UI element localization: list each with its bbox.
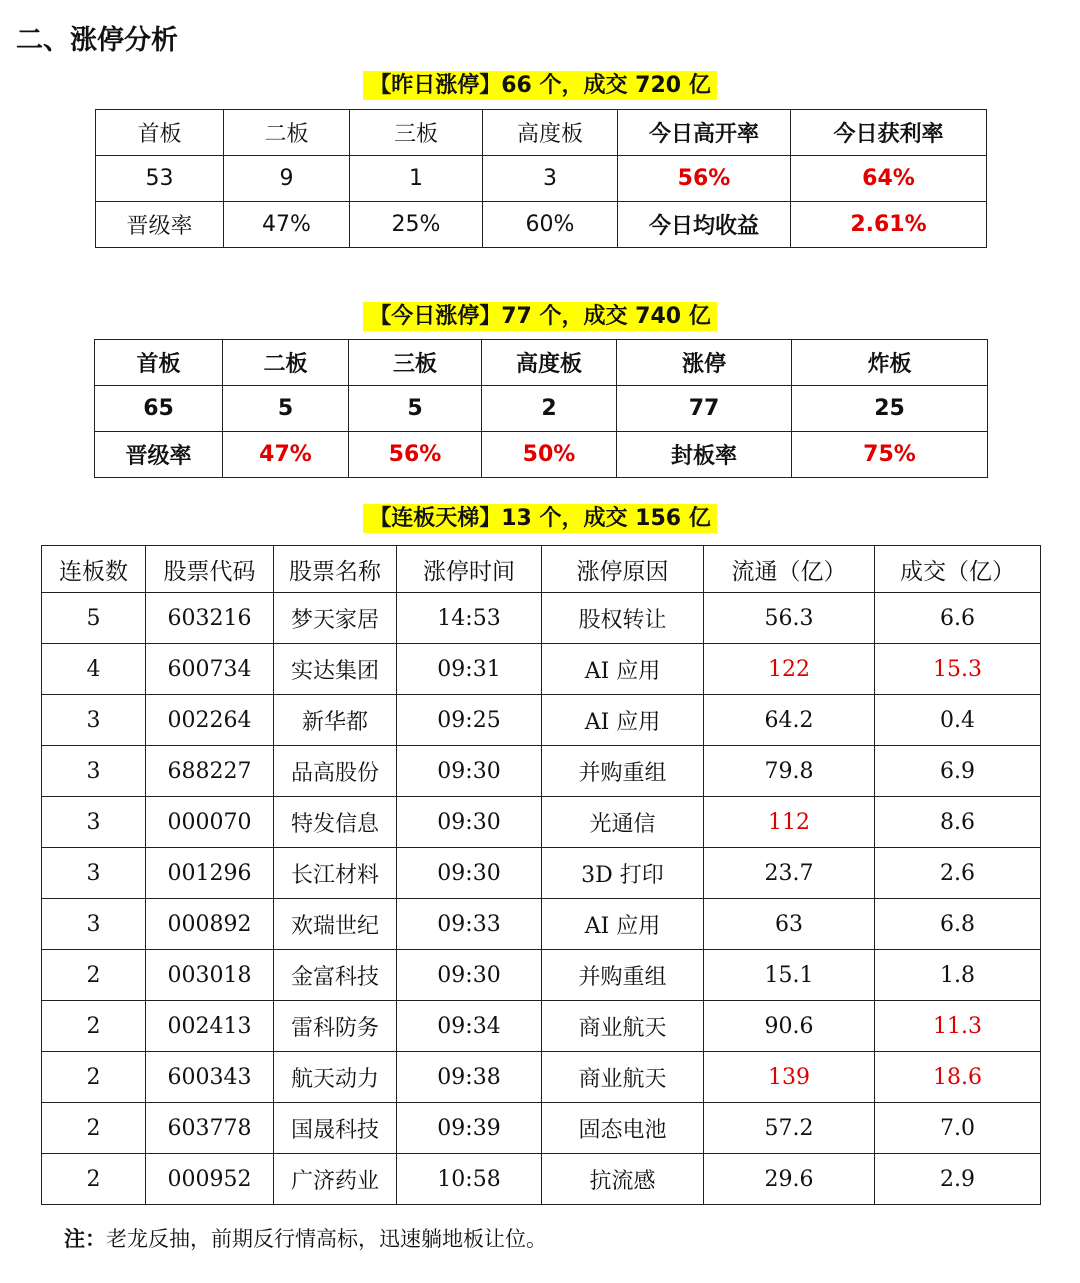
table-cell: 抗流感 (542, 1154, 704, 1205)
table-cell: 今日获利率 (791, 110, 987, 156)
table-cell: 广济药业 (274, 1154, 397, 1205)
table-cell: 09:39 (397, 1103, 542, 1154)
table-cell: 涨停原因 (542, 546, 704, 593)
table-cell: 2 (42, 1001, 146, 1052)
table-cell: 品高股份 (274, 746, 397, 797)
table-cell: 09:30 (397, 797, 542, 848)
table-cell: 11.3 (875, 1001, 1041, 1052)
table-cell: 29.6 (704, 1154, 875, 1205)
table-cell: 二板 (223, 340, 349, 386)
table-cell: 000892 (146, 899, 274, 950)
table-cell: 6.8 (875, 899, 1041, 950)
table-cell: 3 (42, 848, 146, 899)
table-row (95, 432, 988, 478)
table-cell: 航天动力 (274, 1052, 397, 1103)
table-cell: 5 (349, 386, 482, 432)
table-cell: 64% (791, 156, 987, 202)
table-cell: 高度板 (482, 340, 617, 386)
table-cell: 003018 (146, 950, 274, 1001)
table-cell: 09:30 (397, 746, 542, 797)
table-cell: 固态电池 (542, 1103, 704, 1154)
table-cell: 晋级率 (96, 202, 224, 248)
table-cell: 09:25 (397, 695, 542, 746)
table-row (42, 1154, 1041, 1205)
table-cell: 长江材料 (274, 848, 397, 899)
yesterday-banner (0, 68, 1080, 99)
table-cell: 股票代码 (146, 546, 274, 593)
table-cell: 3D 打印 (542, 848, 704, 899)
table-cell: 并购重组 (542, 950, 704, 1001)
table-cell: 实达集团 (274, 644, 397, 695)
table-cell: 光通信 (542, 797, 704, 848)
table-cell: 75% (792, 432, 988, 478)
table-cell: 3 (42, 695, 146, 746)
table-cell: 47% (223, 432, 349, 478)
table-cell: 09:30 (397, 848, 542, 899)
table-cell: 8.6 (875, 797, 1041, 848)
table-cell: 90.6 (704, 1001, 875, 1052)
table-cell: 50% (482, 432, 617, 478)
table-cell: 1.8 (875, 950, 1041, 1001)
table-cell: 晋级率 (95, 432, 223, 478)
table-row (42, 695, 1041, 746)
today-banner-text: 【今日涨停】77 个，成交 740 亿 (363, 302, 717, 331)
table-cell: 603216 (146, 593, 274, 644)
table-cell: 603778 (146, 1103, 274, 1154)
table-cell: 139 (704, 1052, 875, 1103)
footnote (64, 1223, 547, 1253)
table-cell: 雷科防务 (274, 1001, 397, 1052)
table-cell: 首板 (95, 340, 223, 386)
table-cell: 连板数 (42, 546, 146, 593)
table-cell: 9 (224, 156, 350, 202)
table-cell: 梦天家居 (274, 593, 397, 644)
table-cell: 今日高开率 (618, 110, 791, 156)
today-header-row (95, 340, 988, 386)
table-cell: 涨停 (617, 340, 792, 386)
table-cell: 6.6 (875, 593, 1041, 644)
table-cell: 56.3 (704, 593, 875, 644)
table-cell: 122 (704, 644, 875, 695)
table-cell: 4 (42, 644, 146, 695)
table-cell: 000952 (146, 1154, 274, 1205)
table-cell: 09:38 (397, 1052, 542, 1103)
table-cell: 000070 (146, 797, 274, 848)
table-cell: 二板 (224, 110, 350, 156)
table-cell: 14:53 (397, 593, 542, 644)
table-cell: 三板 (349, 340, 482, 386)
footnote-label: 注： (64, 1227, 106, 1251)
ladder-header-row (42, 546, 1041, 593)
table-cell: 6.9 (875, 746, 1041, 797)
table-cell: 2 (42, 1154, 146, 1205)
table-cell: 09:34 (397, 1001, 542, 1052)
table-cell: 5 (223, 386, 349, 432)
table-cell: 63 (704, 899, 875, 950)
table-cell: 今日均收益 (618, 202, 791, 248)
table-cell: 25 (792, 386, 988, 432)
table-row (96, 202, 987, 248)
table-cell: AI 应用 (542, 695, 704, 746)
table-cell: 首板 (96, 110, 224, 156)
table-cell: 600343 (146, 1052, 274, 1103)
table-cell: 77 (617, 386, 792, 432)
table-cell: 2.6 (875, 848, 1041, 899)
table-row (95, 386, 988, 432)
table-cell: 1 (350, 156, 483, 202)
table-cell: 3 (483, 156, 618, 202)
table-cell: 002413 (146, 1001, 274, 1052)
table-cell: 10:58 (397, 1154, 542, 1205)
table-row (42, 1103, 1041, 1154)
table-cell: 成交（亿） (875, 546, 1041, 593)
table-cell: 股票名称 (274, 546, 397, 593)
table-row (42, 644, 1041, 695)
section-title: 二、涨停分析 (16, 25, 178, 56)
table-cell: 09:33 (397, 899, 542, 950)
yesterday-header-row (96, 110, 987, 156)
table-cell: 7.0 (875, 1103, 1041, 1154)
table-cell: 2 (42, 1052, 146, 1103)
table-cell: 新华都 (274, 695, 397, 746)
table-cell: AI 应用 (542, 644, 704, 695)
table-cell: 23.7 (704, 848, 875, 899)
ladder-banner-text: 【连板天梯】13 个，成交 156 亿 (363, 504, 717, 533)
table-cell: 600734 (146, 644, 274, 695)
table-cell: 2.9 (875, 1154, 1041, 1205)
table-cell: 15.1 (704, 950, 875, 1001)
table-row (42, 1052, 1041, 1103)
table-cell: 5 (42, 593, 146, 644)
table-cell: 18.6 (875, 1052, 1041, 1103)
table-cell: 流通（亿） (704, 546, 875, 593)
today-table (94, 339, 988, 478)
table-cell: 001296 (146, 848, 274, 899)
table-cell: 涨停时间 (397, 546, 542, 593)
table-cell: 56% (618, 156, 791, 202)
table-cell: 112 (704, 797, 875, 848)
table-row (42, 848, 1041, 899)
table-cell: 国晟科技 (274, 1103, 397, 1154)
table-cell: 79.8 (704, 746, 875, 797)
table-cell: 炸板 (792, 340, 988, 386)
table-cell: 64.2 (704, 695, 875, 746)
table-cell: 09:30 (397, 950, 542, 1001)
today-banner (0, 299, 1080, 330)
table-row (96, 156, 987, 202)
table-cell: 三板 (350, 110, 483, 156)
table-cell: 0.4 (875, 695, 1041, 746)
table-cell: 欢瑞世纪 (274, 899, 397, 950)
table-cell: 688227 (146, 746, 274, 797)
table-row (42, 797, 1041, 848)
yesterday-table (95, 109, 987, 248)
table-row (42, 950, 1041, 1001)
table-cell: 3 (42, 797, 146, 848)
table-cell: 56% (349, 432, 482, 478)
table-cell: 57.2 (704, 1103, 875, 1154)
table-cell: 股权转让 (542, 593, 704, 644)
table-cell: 商业航天 (542, 1052, 704, 1103)
table-cell: 高度板 (483, 110, 618, 156)
table-cell: 特发信息 (274, 797, 397, 848)
table-cell: 3 (42, 899, 146, 950)
table-row (42, 746, 1041, 797)
table-cell: 并购重组 (542, 746, 704, 797)
table-cell: 2.61% (791, 202, 987, 248)
table-cell: 3 (42, 746, 146, 797)
table-cell: 65 (95, 386, 223, 432)
table-cell: 封板率 (617, 432, 792, 478)
table-cell: 2 (42, 950, 146, 1001)
table-cell: AI 应用 (542, 899, 704, 950)
table-cell: 2 (42, 1103, 146, 1154)
table-cell: 2 (482, 386, 617, 432)
table-cell: 47% (224, 202, 350, 248)
table-cell: 002264 (146, 695, 274, 746)
footnote-text: 老龙反抽，前期反行情高标，迅速躺地板让位。 (106, 1227, 547, 1251)
table-row (42, 1001, 1041, 1052)
table-row (42, 593, 1041, 644)
table-cell: 25% (350, 202, 483, 248)
table-row (42, 899, 1041, 950)
table-cell: 金富科技 (274, 950, 397, 1001)
table-cell: 60% (483, 202, 618, 248)
ladder-table (41, 545, 1041, 1205)
table-cell: 商业航天 (542, 1001, 704, 1052)
ladder-banner (0, 501, 1080, 532)
yesterday-banner-text: 【昨日涨停】66 个，成交 720 亿 (363, 71, 717, 100)
table-cell: 53 (96, 156, 224, 202)
table-cell: 09:31 (397, 644, 542, 695)
table-cell: 15.3 (875, 644, 1041, 695)
